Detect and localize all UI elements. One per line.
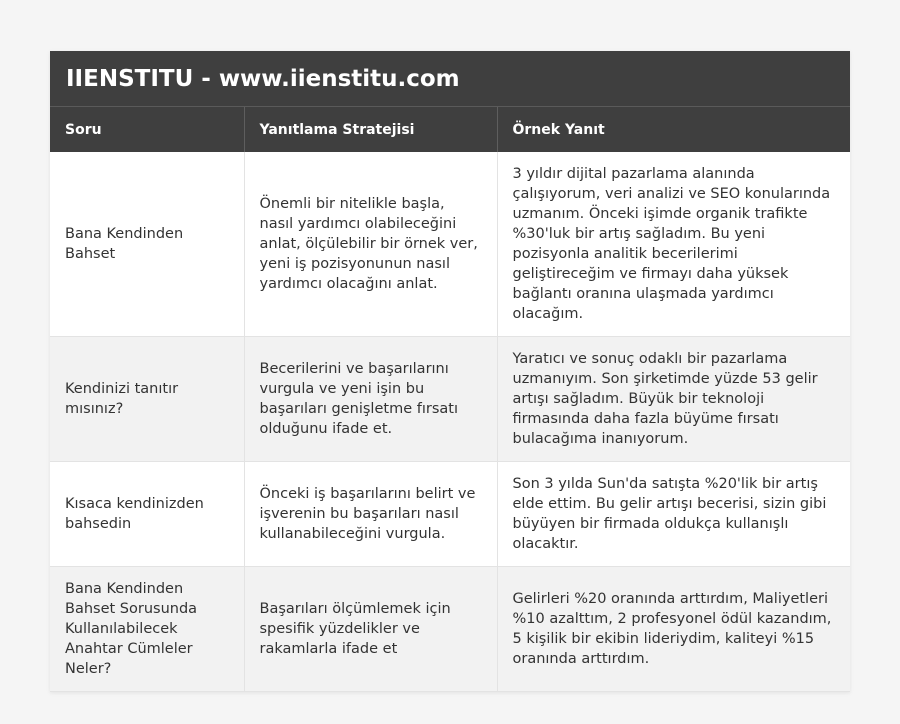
header-question: Soru <box>50 107 244 152</box>
cell-strategy: Becerilerini ve başarılarını vurgula ve yeni işin bu başarıları genişletme fırsatı olduğunu ifade et. <box>244 337 497 462</box>
table-title: IIENSTITU - www.iienstitu.com <box>50 51 850 107</box>
cell-example: 3 yıldır dijital pazarlama alanında çalışıyorum, veri analizi ve SEO konularında uzmanım. Önceki işimde organik trafikte %30'luk bir artış sağladım. Bu yeni pozisyonla analitik becerilerimi geliştireceğim ve firmayı daha yüksek bağlantı oranına ulaşmada yardımcı olacağım. <box>497 152 850 337</box>
table-row <box>50 337 850 462</box>
table-card <box>50 51 850 692</box>
cell-strategy: Önceki iş başarılarını belirt ve işverenin bu başarıları nasıl kullanabileceğini vurgula. <box>244 462 497 567</box>
header-strategy: Yanıtlama Stratejisi <box>244 107 497 152</box>
cell-strategy: Başarıları ölçümlemek için spesifik yüzdelikler ve rakamlarla ifade et <box>244 567 497 692</box>
header-row <box>50 107 850 152</box>
table-row <box>50 462 850 567</box>
cell-example: Son 3 yılda Sun'da satışta %20'lik bir artış elde ettim. Bu gelir artışı becerisi, sizin gibi büyüyen bir firmada oldukça kullanışlı olacaktır. <box>497 462 850 567</box>
cell-example: Gelirleri %20 oranında arttırdım, Maliyetleri %10 azalttım, 2 profesyonel ödül kazandım, 5 kişilik bir ekibin lideriydim, kaliteyi %15 oranında arttırdım. <box>497 567 850 692</box>
cell-question: Kendinizi tanıtır mısınız? <box>50 337 244 462</box>
cell-question: Bana Kendinden Bahset Sorusunda Kullanılabilecek Anahtar Cümleler Neler? <box>50 567 244 692</box>
qa-table <box>50 107 850 692</box>
cell-question: Bana Kendinden Bahset <box>50 152 244 337</box>
cell-question: Kısaca kendinizden bahsedin <box>50 462 244 567</box>
header-example: Örnek Yanıt <box>497 107 850 152</box>
table-row <box>50 152 850 337</box>
cell-example: Yaratıcı ve sonuç odaklı bir pazarlama uzmanıyım. Son şirketimde yüzde 53 gelir artışı sağladım. Büyük bir teknoloji firmasında daha fazla büyüme fırsatı bulacağıma inanıyorum. <box>497 337 850 462</box>
cell-strategy: Önemli bir nitelikle başla, nasıl yardımcı olabileceğini anlat, ölçülebilir bir örnek ver, yeni iş pozisyonunun nasıl yardımcı olacağını anlat. <box>244 152 497 337</box>
table-row <box>50 567 850 692</box>
